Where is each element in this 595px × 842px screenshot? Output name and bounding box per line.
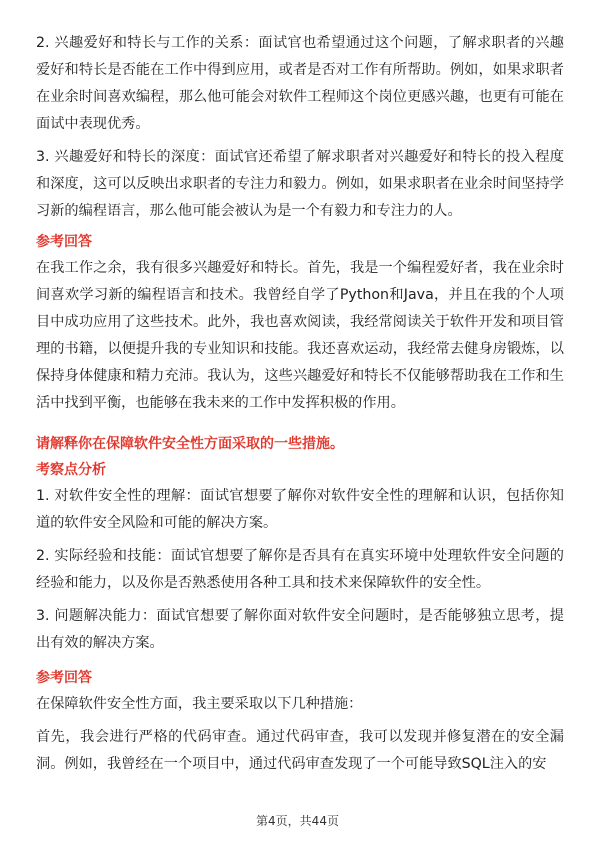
reference-answer-intro: 在保障软件安全性方面，我主要采取以下几种措施：: [36, 696, 363, 712]
reference-answer-text: 首先，我会进行严格的代码审查。通过代码审查，我可以发现并修复潜在的安全漏洞。例如，我曾经在一个项目中，通过代码审查发现了一个可能导致SQL注入的安: [36, 729, 564, 772]
point-paragraph: 3. 兴趣爱好和特长的深度：面试官还希望了解求职者对兴趣爱好和特长的投入程度和深度，这可以反映出求职者的专注力和毅力。例如，如果求职者在业余时间坚持学习新的编程语言，那么他可能会被认为是一个有毅力和专注力的人。: [36, 149, 564, 219]
document-body: [36, 30, 564, 784]
point-paragraph: 2. 兴趣爱好和特长与工作的关系：面试官也希望通过这个问题，了解求职者的兴趣爱好和特长是否能在工作中得到应用，或者是否对工作有所帮助。例如，如果求职者在业余时间喜欢编程，那么他可能会对软件工程师这个岗位更感兴趣，也更有可能在面试中表现优秀。: [36, 35, 564, 132]
analysis-point: 2. 实际经验和技能：面试官想要了解你是否具有在真实环境中处理软件安全问题的经验和能力，以及你是否熟悉使用各种工具和技术来保障软件的安全性。: [36, 548, 564, 591]
analysis-heading: 考察点分析: [36, 462, 106, 478]
reference-answer-heading: 参考回答: [36, 670, 92, 686]
analysis-point: 3. 问题解决能力：面试官想要了解你面对软件安全问题时，是否能够独立思考，提出有效的解决方案。: [36, 608, 564, 651]
reference-answer-text: 在我工作之余，我有很多兴趣爱好和特长。首先，我是一个编程爱好者，我在业余时间喜欢学习新的编程语言和技术。我曾经自学了Python和Java，并且在我的个人项目中成功应用了这些技术。此外，我也喜欢阅读，我经常阅读关于软件开发和项目管理的书籍，以便提升我的专业知识和技能。我还喜欢运动，我经常去健身房锻炼，以保持身体健康和精力充沛。我认为，这些兴趣爱好和特长不仅能够帮助我在工作和生活中找到平衡，也能够在我未来的工作中发挥积极的作用。: [36, 260, 564, 411]
page-number: 第4页，共44页: [256, 814, 339, 828]
analysis-point: 1. 对软件安全性的理解：面试官想要了解你对软件安全性的理解和认识，包括你知道的软件安全风险和可能的解决方案。: [36, 488, 564, 531]
question-heading: 请解释你在保障软件安全性方面采取的一些措施。: [36, 436, 344, 452]
reference-answer-heading: 参考回答: [36, 234, 92, 250]
